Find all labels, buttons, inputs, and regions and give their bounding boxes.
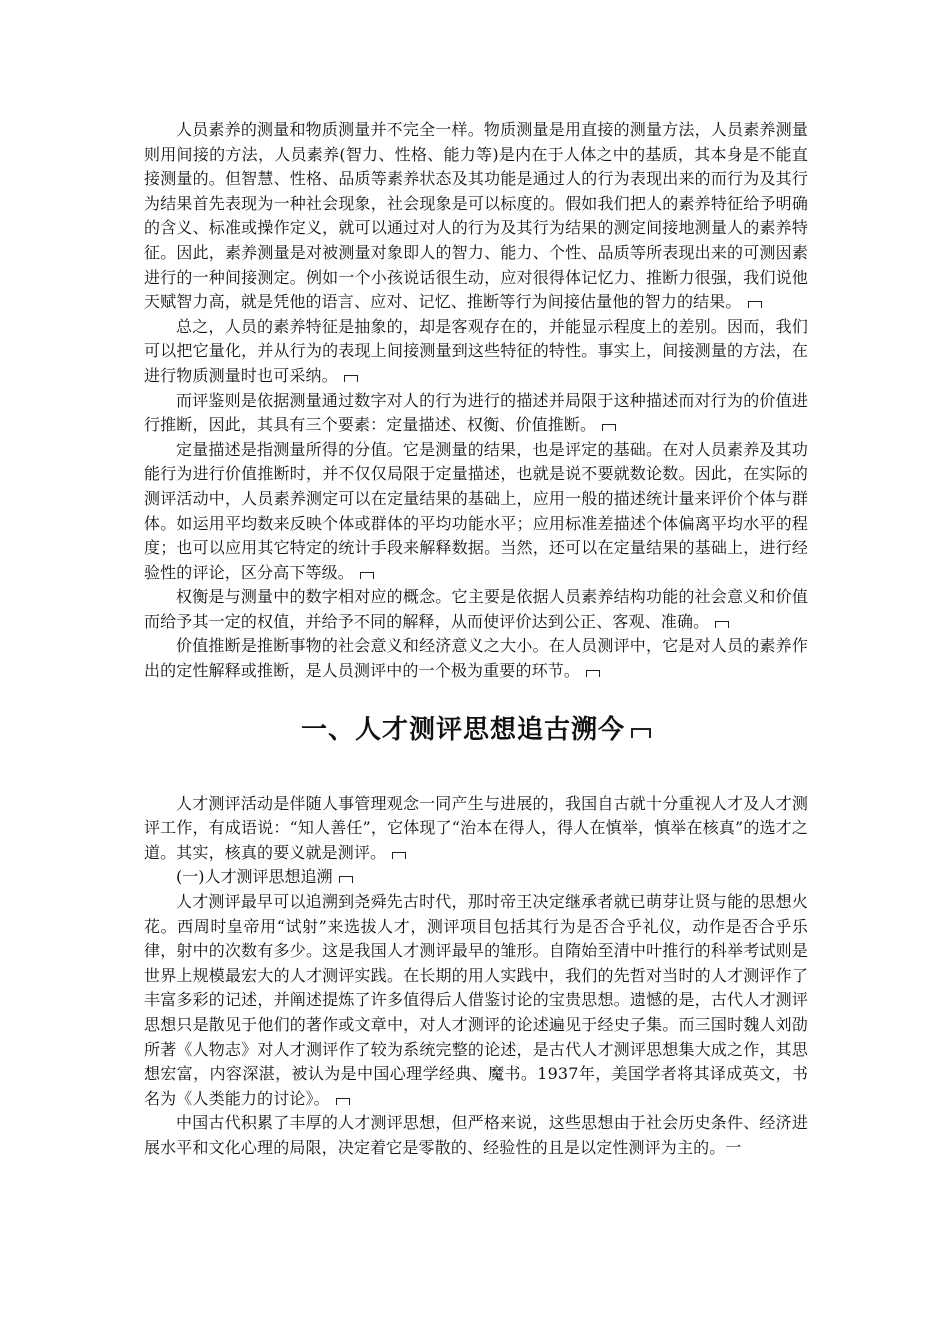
- paragraph-mark-icon: [336, 1098, 350, 1105]
- paragraph-mark-icon: [392, 852, 406, 859]
- paragraph-mark-icon: [344, 375, 358, 382]
- paragraph-value-judgment: 价值推断是推断事物的社会意义和经济意义之大小。在人员测评中，它是对人员的素养作出的定性解释或推断，是人员测评中的一个极为重要的环节。: [144, 636, 808, 681]
- paragraph-summary: 总之，人员的素养特征是抽象的，却是客观存在的，并能显示程度上的差别。因而，我们可以把它量化，并从行为的表现上间接测量到这些特征的特性。事实上，间接测量的方法，在进行物质测量时也可采纳。: [144, 316, 808, 385]
- paragraph-weighting: 权衡是与测量中的数字相对应的概念。它主要是依据人员素养结构功能的社会意义和价值而给予其一定的权值，并给予不同的解释，从而使评价达到公正、客观、准确。: [144, 587, 808, 631]
- paragraph-mark-icon: [631, 728, 651, 738]
- paragraph-evaluation-elements: 而评鉴则是依据测量通过数字对人的行为进行的描述并局限于这种描述而对行为的价值进行推断，因此，其具有三个要素：定量描述、权衡、价值推断。: [144, 390, 808, 435]
- paragraph-mark-icon: [748, 301, 762, 308]
- paragraph-measurement-comparison: 人员素养的测量和物质测量并不完全一样。物质测量是用直接的测量方法，人员素养测量则用间接的方法，人员素养(智力、性格、能力等)是内在于人体之中的基质，其本身是不能直接测量的。但智慧、性格、品质等素养状态及其功能是通过人的行为表现出来的而行为及其行为结果首先表现为一种社会现象，社会现象是可以标度的。假如我们把人的素养特征给予明确的含义、标准或操作定义，就可以通过对人的行为及其行为结果的测定间接地测量人的素养特征。因此，素养测量是对被测量对象即人的智力、能力、个性、品质等所表现出来的可测因素进行的一种间接测定。例如一个小孩说话很生动，应对很得体记忆力、推断力很强，我们说他天赋智力高，就是凭他的语言、应对、记忆、推断等行为间接估量他的智力的结果。: [144, 120, 808, 312]
- paragraph-mark-icon: [715, 621, 729, 628]
- paragraph-mark-icon: [339, 876, 353, 883]
- sub-heading: (一)人才测评思想追溯: [144, 865, 808, 890]
- paragraph-history: 人才测评最早可以追溯到尧舜先古时代，那时帝王决定继承者就已萌芽让贤与能的思想火花。西周时皇帝用“试射”来选拔人才，测评项目包括其行为是否合乎礼仪，动作是否合乎乐律，射中的次数有多少。这是我国人才测评最早的雏形。自隋始至清中叶推行的科举考试则是世界上规模最宏大的人才测评实践。在长期的用人实践中，我们的先哲对当时的人才测评作了丰富多彩的记述，并阐述提炼了许多值得后人借鉴讨论的宝贵思想。遗憾的是，古代人才测评思想只是散见于他们的著作或文章中，对人才测评的论述遍见于经史子集。而三国时魏人刘劭所著《人物志》对人才测评作了较为系统完整的论述，是古代人才测评思想集大成之作，其思想宏富，内容深湛，被认为是中国心理学经典、魔书。1937年，美国学者将其译成英文，书名为《人类能力的讨论》。: [144, 892, 808, 1108]
- paragraph-mark-icon: [586, 670, 600, 677]
- paragraph-mark-icon: [602, 424, 616, 431]
- paragraph-quantitative-description: 定量描述是指测量所得的分值。它是测量的结果，也是评定的基础。在对人员素养及其功能行为进行价值推断时，并不仅仅局限于定量描述，也就是说不要就数论数。因此，在实际的测评活动中，人员素养测定可以在定量结果的基础上，应用一般的描述统计量来评价个体与群体。如运用平均数来反映个体或群体的平均功能水平；应用标准差描述个体偏离平均水平的程度；也可以应用其它特定的统计手段来解释数据。当然，还可以在定量结果的基础上，进行经验性的评论，区分高下等级。: [144, 439, 808, 582]
- section-title: 一、人才测评思想追古溯今: [144, 712, 808, 748]
- paragraph-ancient-thought: 中国古代积累了丰厚的人才测评思想，但严格来说，这些思想由于社会历史条件、经济进展水平和文化心理的局限，决定着它是零散的、经验性的且是以定性测评为主的。一: [144, 1113, 808, 1157]
- paragraph-mark-icon: [360, 572, 374, 579]
- paragraph-intro: 人才测评活动是伴随人事管理观念一同产生与进展的，我国自古就十分重视人才及人才测评工作，有成语说：“知人善任”，它体现了“治本在得人，得人在慎举，慎举在核真”的选才之道。其实，核真的要义就是测评。: [144, 793, 808, 862]
